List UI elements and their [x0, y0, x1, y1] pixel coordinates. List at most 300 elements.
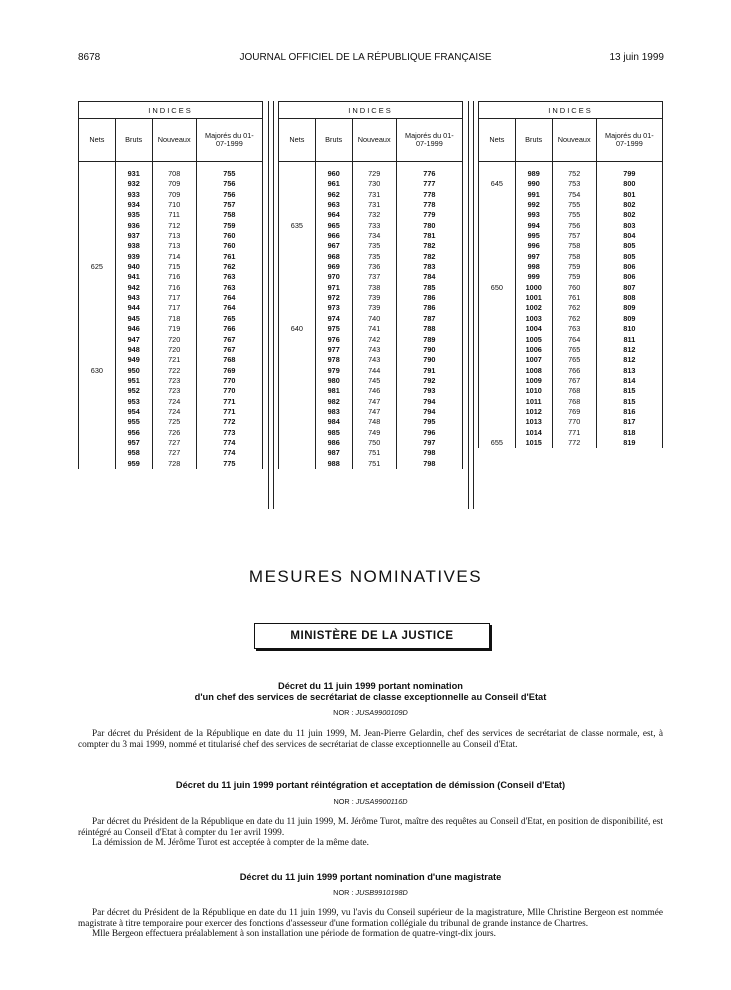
bruts-cell: 967 [315, 241, 352, 251]
table-row [79, 417, 263, 427]
table-row [279, 221, 463, 231]
majores-cell: 788 [396, 324, 462, 334]
nets-cell [279, 283, 316, 293]
bruts-cell: 951 [115, 376, 152, 386]
nouveaux-cell: 762 [552, 303, 596, 313]
table-row [79, 262, 263, 272]
bruts-cell: 956 [115, 428, 152, 438]
bruts-cell: 959 [115, 459, 152, 469]
nouveaux-cell: 762 [552, 314, 596, 324]
nets-cell [79, 428, 116, 438]
table-row [79, 200, 263, 210]
majores-cell: 797 [396, 438, 462, 448]
table-row [279, 417, 463, 427]
bruts-cell: 985 [315, 428, 352, 438]
bruts-cell: 940 [115, 262, 152, 272]
bruts-cell: 966 [315, 231, 352, 241]
bruts-cell: 945 [115, 314, 152, 324]
table-row [479, 417, 663, 427]
table-row [279, 428, 463, 438]
majores-cell: 782 [396, 241, 462, 251]
majores-cell: 786 [396, 303, 462, 313]
majores-cell: 756 [196, 179, 262, 189]
nets-cell [479, 252, 516, 262]
nouveaux-cell: 770 [552, 417, 596, 427]
nouveaux-cell: 733 [352, 221, 396, 231]
indices-panel-2 [278, 101, 463, 509]
table-row [279, 314, 463, 324]
bruts-cell: 943 [115, 293, 152, 303]
bruts-cell: 999 [515, 272, 552, 282]
nouveaux-cell: 722 [152, 366, 196, 376]
nets-cell [79, 459, 116, 469]
bruts-cell: 942 [115, 283, 152, 293]
indices-tables [78, 101, 663, 509]
nets-cell [279, 428, 316, 438]
majores-cell: 760 [196, 241, 262, 251]
bruts-cell: 974 [315, 314, 352, 324]
table-row [79, 241, 263, 251]
table-row [479, 324, 663, 334]
column-header: Nouveaux [552, 119, 596, 162]
nouveaux-cell: 712 [152, 221, 196, 231]
nouveaux-cell: 753 [552, 179, 596, 189]
column-header: Nouveaux [352, 119, 396, 162]
bruts-cell: 986 [315, 438, 352, 448]
bruts-cell: 957 [115, 438, 152, 448]
table-row [479, 283, 663, 293]
table-row [79, 366, 263, 376]
majores-cell: 817 [596, 417, 662, 427]
nets-cell [79, 438, 116, 448]
bruts-cell: 950 [115, 366, 152, 376]
nets-cell [479, 241, 516, 251]
nets-cell [279, 262, 316, 272]
table-row [279, 200, 463, 210]
table-row [279, 210, 463, 220]
majores-cell: 792 [396, 376, 462, 386]
bruts-cell: 935 [115, 210, 152, 220]
majores-cell: 786 [396, 293, 462, 303]
column-header: Majorés du 01-07-1999 [596, 119, 662, 162]
majores-cell: 777 [396, 179, 462, 189]
bruts-cell: 1004 [515, 324, 552, 334]
nets-cell [279, 448, 316, 458]
indices-group-header: INDICES [479, 102, 663, 119]
bruts-cell: 934 [115, 200, 152, 210]
nets-cell: 640 [279, 324, 316, 334]
nets-cell [279, 376, 316, 386]
bruts-cell: 960 [315, 162, 352, 180]
decree-3-nor [78, 888, 663, 897]
table-row [279, 283, 463, 293]
table-row [79, 252, 263, 262]
nouveaux-cell: 727 [152, 438, 196, 448]
nets-cell [279, 345, 316, 355]
bruts-cell: 983 [315, 407, 352, 417]
nouveaux-cell: 719 [152, 324, 196, 334]
nets-cell [279, 252, 316, 262]
bruts-cell: 981 [315, 386, 352, 396]
nouveaux-cell: 746 [352, 386, 396, 396]
nouveaux-cell: 720 [152, 335, 196, 345]
nouveaux-cell: 749 [352, 428, 396, 438]
majores-cell: 810 [596, 324, 662, 334]
nouveaux-cell: 731 [352, 200, 396, 210]
majores-cell: 813 [596, 366, 662, 376]
nets-cell [479, 417, 516, 427]
nouveaux-cell: 730 [352, 179, 396, 189]
bruts-cell: 933 [115, 190, 152, 200]
nets-cell [279, 417, 316, 427]
paragraph: Mlle Bergeon effectuera préalablement à son installation une période de formation de quatre-vingt-dix jours. [92, 929, 496, 940]
nets-cell [79, 179, 116, 189]
table-row [479, 272, 663, 282]
nets-cell [79, 221, 116, 231]
table-row [279, 438, 463, 448]
nets-cell [79, 252, 116, 262]
majores-cell: 819 [596, 438, 662, 448]
majores-cell: 770 [196, 386, 262, 396]
nouveaux-cell: 751 [352, 448, 396, 458]
nouveaux-cell: 743 [352, 355, 396, 365]
nouveaux-cell: 734 [352, 231, 396, 241]
nets-cell [279, 200, 316, 210]
nets-cell [479, 200, 516, 210]
decree-3-title [78, 872, 663, 883]
nouveaux-cell: 759 [552, 272, 596, 282]
nouveaux-cell: 739 [352, 303, 396, 313]
majores-cell: 805 [596, 252, 662, 262]
nouveaux-cell: 713 [152, 241, 196, 251]
nets-cell [279, 366, 316, 376]
indices-group-header: INDICES [279, 102, 463, 119]
table-row [479, 303, 663, 313]
nouveaux-cell: 771 [552, 428, 596, 438]
nets-cell: 645 [479, 179, 516, 189]
majores-cell: 771 [196, 407, 262, 417]
journal-title: JOURNAL OFFICIEL DE LA RÉPUBLIQUE FRANÇAISE [239, 52, 492, 63]
majores-cell: 762 [196, 262, 262, 272]
nouveaux-cell: 748 [352, 417, 396, 427]
nouveaux-cell: 732 [352, 210, 396, 220]
table-row [79, 303, 263, 313]
bruts-cell: 932 [115, 179, 152, 189]
table-row [79, 448, 263, 458]
table-row [279, 345, 463, 355]
table-row [79, 190, 263, 200]
nets-cell [479, 314, 516, 324]
table-row [479, 231, 663, 241]
majores-cell: 815 [596, 397, 662, 407]
bruts-cell: 976 [315, 335, 352, 345]
nouveaux-cell: 738 [352, 283, 396, 293]
table-row [79, 397, 263, 407]
nets-cell [279, 397, 316, 407]
nouveaux-cell: 742 [352, 335, 396, 345]
nets-cell [79, 386, 116, 396]
nets-cell: 650 [479, 283, 516, 293]
bruts-cell: 931 [115, 162, 152, 180]
majores-cell: 809 [596, 314, 662, 324]
bruts-cell: 975 [315, 324, 352, 334]
table-row [279, 252, 463, 262]
nets-cell [79, 335, 116, 345]
table-row [79, 210, 263, 220]
majores-cell: 755 [196, 162, 262, 180]
nets-cell [479, 293, 516, 303]
table-row [479, 345, 663, 355]
table-row [479, 355, 663, 365]
table-row [79, 438, 263, 448]
table-row [79, 459, 263, 469]
nouveaux-cell: 729 [352, 162, 396, 180]
majores-cell: 795 [396, 417, 462, 427]
nouveaux-cell: 724 [152, 407, 196, 417]
table-row [479, 335, 663, 345]
majores-cell: 806 [596, 262, 662, 272]
bruts-cell: 995 [515, 231, 552, 241]
nets-cell [279, 293, 316, 303]
table-row [279, 262, 463, 272]
nouveaux-cell: 763 [552, 324, 596, 334]
nets-cell: 635 [279, 221, 316, 231]
table-row [79, 283, 263, 293]
nets-cell [79, 345, 116, 355]
majores-cell: 818 [596, 428, 662, 438]
table-row [279, 407, 463, 417]
majores-cell: 787 [396, 314, 462, 324]
bruts-cell: 972 [315, 293, 352, 303]
nets-cell [279, 438, 316, 448]
nets-cell [79, 293, 116, 303]
table-row [279, 231, 463, 241]
nets-cell [79, 355, 116, 365]
nouveaux-cell: 716 [152, 283, 196, 293]
nets-cell [79, 376, 116, 386]
nets-cell [479, 335, 516, 345]
column-header: Nets [479, 119, 516, 162]
majores-cell: 800 [596, 179, 662, 189]
indices-table [278, 101, 463, 469]
table-row [79, 386, 263, 396]
majores-cell: 764 [196, 293, 262, 303]
bruts-cell: 1010 [515, 386, 552, 396]
panel-divider [468, 101, 474, 509]
nets-cell [79, 397, 116, 407]
bruts-cell: 1013 [515, 417, 552, 427]
majores-cell: 814 [596, 376, 662, 386]
table-row [479, 179, 663, 189]
majores-cell: 756 [196, 190, 262, 200]
nor-label: NOR : [333, 797, 356, 806]
nets-cell [79, 272, 116, 282]
majores-cell: 766 [196, 324, 262, 334]
nouveaux-cell: 736 [352, 262, 396, 272]
majores-cell: 815 [596, 386, 662, 396]
nor-code: JUSA9900116D [355, 797, 408, 806]
column-header: Majorés du 01-07-1999 [396, 119, 462, 162]
bruts-cell: 949 [115, 355, 152, 365]
majores-cell: 780 [396, 221, 462, 231]
bruts-cell: 984 [315, 417, 352, 427]
nouveaux-cell: 755 [552, 200, 596, 210]
column-header: Majorés du 01-07-1999 [196, 119, 262, 162]
bruts-cell: 988 [315, 459, 352, 469]
panel-divider [268, 101, 274, 509]
nets-cell [79, 241, 116, 251]
bruts-cell: 990 [515, 179, 552, 189]
issue-date: 13 juin 1999 [609, 52, 664, 63]
nouveaux-cell: 747 [352, 407, 396, 417]
bruts-cell: 980 [315, 376, 352, 386]
nouveaux-cell: 760 [552, 283, 596, 293]
majores-cell: 812 [596, 355, 662, 365]
bruts-cell: 939 [115, 252, 152, 262]
majores-cell: 798 [396, 459, 462, 469]
table-row [479, 190, 663, 200]
nouveaux-cell: 710 [152, 200, 196, 210]
bruts-cell: 955 [115, 417, 152, 427]
majores-cell: 760 [196, 231, 262, 241]
nouveaux-cell: 735 [352, 241, 396, 251]
nets-cell [279, 386, 316, 396]
majores-cell: 782 [396, 252, 462, 262]
table-row [79, 324, 263, 334]
table-row [479, 221, 663, 231]
table-row [279, 459, 463, 469]
majores-cell: 802 [596, 200, 662, 210]
table-row [479, 200, 663, 210]
paragraph: Par décret du Président de la République en date du 11 juin 1999, M. Jérôme Turot, maître des requêtes au Conseil d'Etat, en position de disponibilité, est réintégré au Conseil d'Etat à compter du 1er avril 1999. [78, 817, 663, 838]
indices-group-header: INDICES [79, 102, 263, 119]
decree-3-body [78, 908, 663, 940]
nets-cell [479, 210, 516, 220]
nets-cell [279, 210, 316, 220]
decree-1-body [78, 729, 663, 750]
nets-cell [279, 355, 316, 365]
bruts-cell: 958 [115, 448, 152, 458]
nouveaux-cell: 715 [152, 262, 196, 272]
nets-cell [79, 314, 116, 324]
nets-cell: 630 [79, 366, 116, 376]
table-row [279, 241, 463, 251]
nor-code: JUSA9900109D [355, 708, 408, 717]
majores-cell: 759 [196, 221, 262, 231]
column-header: Nets [279, 119, 316, 162]
bruts-cell: 987 [315, 448, 352, 458]
majores-cell: 765 [196, 314, 262, 324]
nets-cell [479, 397, 516, 407]
bruts-cell: 1002 [515, 303, 552, 313]
nets-cell [79, 190, 116, 200]
nets-cell [79, 417, 116, 427]
bruts-cell: 954 [115, 407, 152, 417]
majores-cell: 776 [396, 162, 462, 180]
nouveaux-cell: 741 [352, 324, 396, 334]
nets-cell [479, 376, 516, 386]
table-row [479, 386, 663, 396]
majores-cell: 793 [396, 386, 462, 396]
nets-cell [79, 324, 116, 334]
majores-cell: 768 [196, 355, 262, 365]
nouveaux-cell: 757 [552, 231, 596, 241]
bruts-cell: 977 [315, 345, 352, 355]
nets-cell [279, 162, 316, 180]
nouveaux-cell: 766 [552, 366, 596, 376]
nouveaux-cell: 739 [352, 293, 396, 303]
nouveaux-cell: 717 [152, 303, 196, 313]
nouveaux-cell: 724 [152, 397, 196, 407]
nets-cell [279, 231, 316, 241]
bruts-cell: 971 [315, 283, 352, 293]
majores-cell: 806 [596, 272, 662, 282]
majores-cell: 772 [196, 417, 262, 427]
majores-cell: 802 [596, 210, 662, 220]
nouveaux-cell: 723 [152, 386, 196, 396]
table-row [279, 162, 463, 180]
bruts-cell: 937 [115, 231, 152, 241]
table-row [279, 376, 463, 386]
nets-cell [479, 366, 516, 376]
nets-cell [479, 231, 516, 241]
nouveaux-cell: 750 [352, 438, 396, 448]
indices-panel-3 [478, 101, 663, 509]
nouveaux-cell: 764 [552, 335, 596, 345]
majores-cell: 771 [196, 397, 262, 407]
column-header: Nouveaux [152, 119, 196, 162]
majores-cell: 812 [596, 345, 662, 355]
nets-cell [479, 221, 516, 231]
nouveaux-cell: 737 [352, 272, 396, 282]
table-row [79, 345, 263, 355]
majores-cell: 778 [396, 190, 462, 200]
table-row [279, 335, 463, 345]
nouveaux-cell: 728 [152, 459, 196, 469]
bruts-cell: 936 [115, 221, 152, 231]
nouveaux-cell: 726 [152, 428, 196, 438]
bruts-cell: 1012 [515, 407, 552, 417]
bruts-cell: 1015 [515, 438, 552, 448]
majores-cell: 799 [596, 162, 662, 180]
nouveaux-cell: 768 [552, 386, 596, 396]
nets-cell [279, 179, 316, 189]
bruts-cell: 961 [315, 179, 352, 189]
nets-cell [279, 459, 316, 469]
nets-cell [479, 162, 516, 180]
column-header: Bruts [515, 119, 552, 162]
bruts-cell: 938 [115, 241, 152, 251]
indices-table [478, 101, 663, 448]
decree-1-title-line2: d'un chef des services de secrétariat de classe exceptionnelle au Conseil d'Etat [194, 692, 547, 702]
column-header: Nets [79, 119, 116, 162]
nouveaux-cell: 747 [352, 397, 396, 407]
nouveaux-cell: 735 [352, 252, 396, 262]
majores-cell: 807 [596, 283, 662, 293]
table-row [79, 355, 263, 365]
nouveaux-cell: 768 [552, 397, 596, 407]
bruts-cell: 1006 [515, 345, 552, 355]
bruts-cell: 992 [515, 200, 552, 210]
nouveaux-cell: 708 [152, 162, 196, 180]
bruts-cell: 952 [115, 386, 152, 396]
nouveaux-cell: 740 [352, 314, 396, 324]
bruts-cell: 982 [315, 397, 352, 407]
bruts-cell: 994 [515, 221, 552, 231]
ministry-box: MINISTÈRE DE LA JUSTICE [254, 623, 490, 649]
nouveaux-cell: 761 [552, 293, 596, 303]
table-row [479, 162, 663, 180]
